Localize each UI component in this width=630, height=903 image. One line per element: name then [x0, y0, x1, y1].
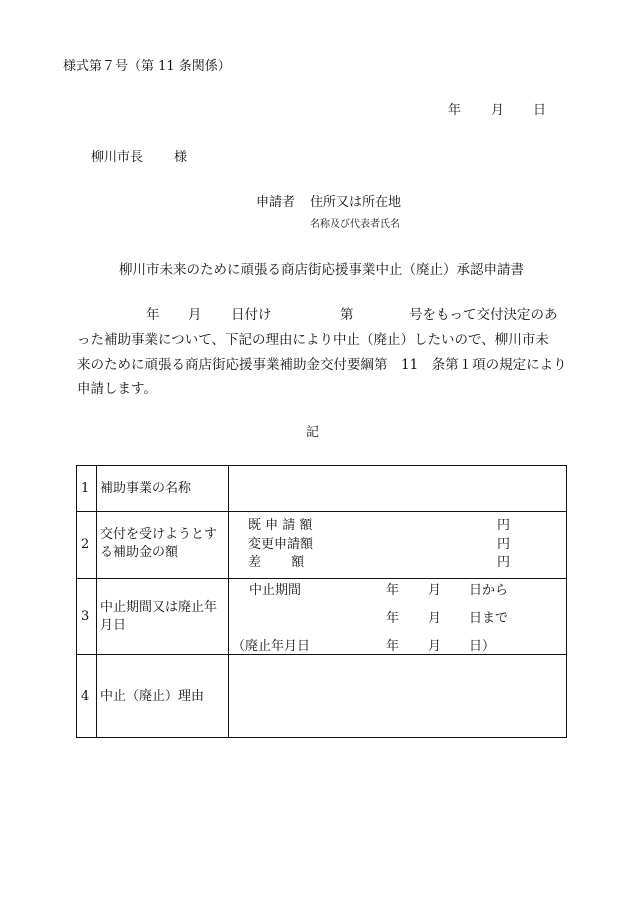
row-2-number: 2	[81, 537, 90, 552]
existing-amount-label: 既 申 請 額	[248, 518, 313, 533]
document-title: 柳川市未来のために頑張る商店街応援事業中止（廃止）承認申請書	[119, 262, 524, 278]
row-3-label-line2: 月日	[100, 618, 127, 633]
to-month: 月	[428, 611, 442, 626]
difference-unit: 円	[497, 555, 511, 570]
to-day: 日まで	[469, 611, 509, 626]
from-year: 年	[386, 583, 400, 598]
applicant-label: 申請者	[256, 195, 296, 210]
row-1-number: 1	[81, 481, 90, 496]
date-day: 日	[533, 103, 547, 118]
existing-amount-unit: 円	[497, 518, 511, 533]
abolish-year: 年	[386, 639, 400, 654]
row-2-label-line2: る補助金の額	[100, 545, 179, 560]
body-line-4: 申請します。	[77, 381, 157, 397]
body-month: 月	[188, 307, 202, 323]
form-number: 様式第７号（第 11 条関係）	[63, 59, 231, 74]
from-month: 月	[428, 583, 442, 598]
from-day: 日から	[469, 583, 509, 598]
applicant-address-label: 住所又は所在地	[310, 195, 402, 210]
row-4-label: 中止（廃止）理由	[100, 689, 205, 704]
abolish-month: 月	[428, 639, 442, 654]
body-day-dated: 日付け	[231, 307, 272, 323]
body-year: 年	[146, 307, 160, 323]
row-3-label-line1: 中止期間又は廃止年	[100, 600, 218, 615]
ki-heading: 記	[306, 425, 320, 440]
row-2-label-line1: 交付を受けようとす	[100, 527, 218, 542]
date-month: 月	[491, 103, 505, 118]
suspension-period-label: 中止期間	[249, 583, 302, 598]
row-1-label: 補助事業の名称	[100, 481, 192, 496]
addressee-name: 柳川市長	[91, 150, 144, 165]
body-line1-rest: 号をもって交付決定のあ	[409, 307, 558, 323]
difference-label: 差 額	[248, 555, 305, 570]
changed-amount-label: 変更申請額	[248, 537, 314, 552]
body-dai: 第	[340, 307, 354, 323]
body-line-3: 来のために頑張る商店街応援事業補助金交付要綱第 11 条第１項の規定により	[77, 357, 567, 373]
addressee-honorific: 様	[174, 150, 188, 165]
abolish-date-label: （廃止年月日	[232, 639, 311, 654]
to-year: 年	[386, 611, 400, 626]
row-4-number: 4	[81, 689, 90, 704]
applicant-name-label: 名称及び代表者氏名	[310, 219, 400, 230]
date-year: 年	[448, 103, 462, 118]
row-3-number: 3	[81, 609, 90, 624]
body-line-2: った補助事業について、下記の理由により中止（廃止）したいので、柳川市未	[77, 332, 549, 348]
abolish-day: 日）	[469, 639, 496, 654]
changed-amount-unit: 円	[497, 537, 511, 552]
